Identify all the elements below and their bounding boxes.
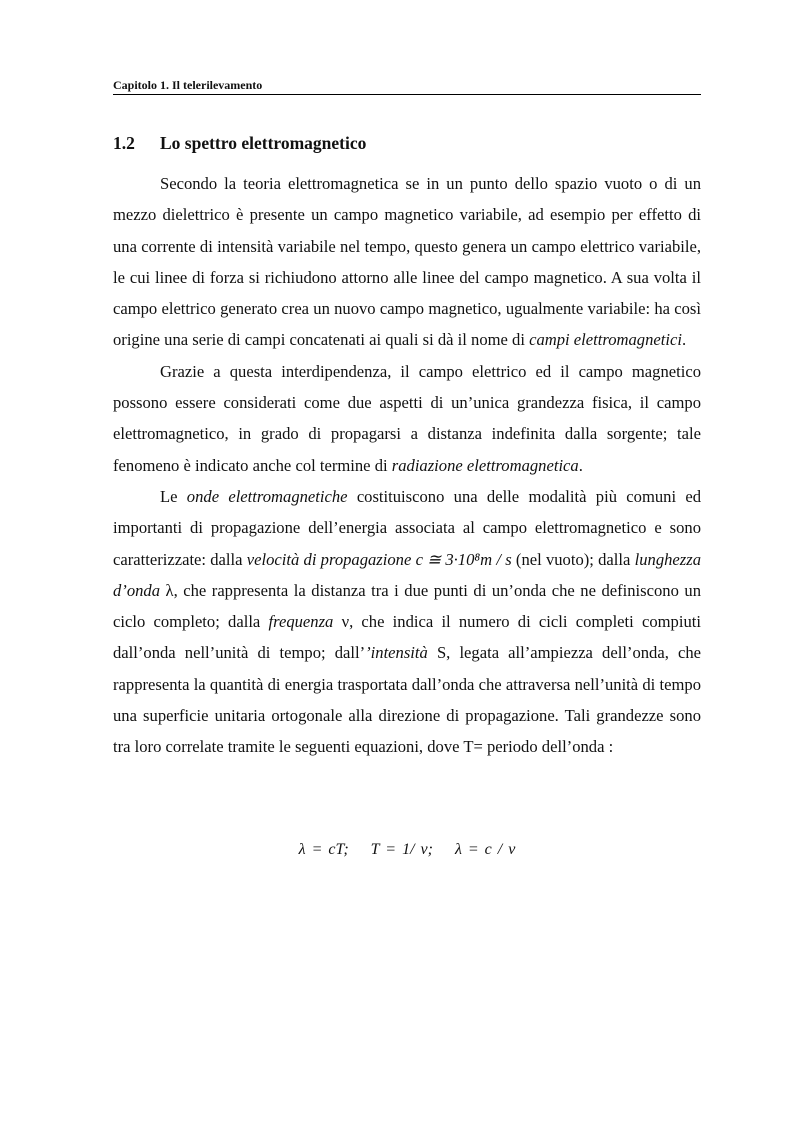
emphasis: ’intensità bbox=[365, 643, 428, 663]
emphasis: radiazione elettromagnetica bbox=[391, 455, 579, 475]
paragraph-3 bbox=[113, 481, 701, 763]
text-run: λ, che rappresenta la distanza tra i due punti di un’onda che ne definiscono un ciclo completo; dalla bbox=[113, 580, 701, 632]
text-run: . bbox=[681, 330, 687, 350]
body-text bbox=[113, 168, 701, 763]
header-rule bbox=[113, 94, 701, 95]
text-run: S, legata all’ampiezza dell’onda, che rappresenta la quantità di energia trasportata dall’onda che attraversa nell’unità di tempo una superficie unitaria ortogonale alla direzione di propagazione. Tali grandezze sono tra loro correlate tramite le seguenti equazioni, dove T= periodo dell’onda : bbox=[113, 643, 702, 757]
section-number: 1.2 bbox=[113, 133, 135, 153]
text-run: Secondo la teoria elettromagnetica se in un punto dello spazio vuoto o di un mezzo dielettrico è presente un campo magnetico variabile, ad esempio per effetto di una corrente di intensità variabile nel tempo, questo genera un campo elettrico variabile, le cui linee di forza si richiudono attorno alle linee del campo magnetico. A sua volta il campo elettrico generato crea un nuovo campo magnetico, ugualmente variabile: ha così origine una serie di campi concatenati ai quali si dà il nome di bbox=[113, 174, 701, 350]
running-header: Capitolo 1. Il telerilevamento bbox=[113, 78, 263, 92]
text-run: (nel vuoto); dalla bbox=[511, 549, 635, 569]
emphasis: velocità di propagazione bbox=[246, 549, 412, 569]
text-run: . bbox=[578, 455, 583, 475]
text-run: costituiscono una delle modalità più comuni ed importanti di propagazione dell’energia associata al campo elettromagnetico e sono caratterizzate: dalla bbox=[113, 486, 701, 569]
emphasis: lunghezza d’onda bbox=[113, 549, 701, 600]
inline-math: c ≅ 3·10⁸m / s bbox=[415, 549, 512, 569]
section-title: Lo spettro elettromagnetico bbox=[160, 133, 367, 153]
formula-3: λ = c / ν bbox=[454, 841, 516, 858]
text-run: Le bbox=[160, 486, 187, 506]
paragraph-2 bbox=[113, 356, 701, 481]
text-run: ν, che indica il numero di cicli completi compiuti dall’onda nell’unità di tempo; dall’ bbox=[113, 612, 701, 663]
emphasis: frequenza bbox=[268, 612, 334, 632]
paragraph-1 bbox=[113, 168, 701, 356]
section-heading bbox=[113, 133, 701, 154]
emphasis: onde elettromagnetiche bbox=[186, 486, 348, 506]
text-run: Grazie a questa interdipendenza, il campo elettrico ed il campo magnetico possono essere considerati come due aspetti di un’unica grandezza fisica, il campo elettromagnetico, in grado di propagarsi a distanza indefinita dalla sorgente; tale fenomeno è indicato anche col termine di bbox=[113, 361, 701, 475]
formula-1: λ = cT; bbox=[298, 841, 349, 858]
formula-2: T = 1/ ν; bbox=[370, 841, 433, 858]
emphasis: campi elettromagnetici bbox=[529, 330, 682, 350]
display-formula bbox=[113, 841, 701, 859]
